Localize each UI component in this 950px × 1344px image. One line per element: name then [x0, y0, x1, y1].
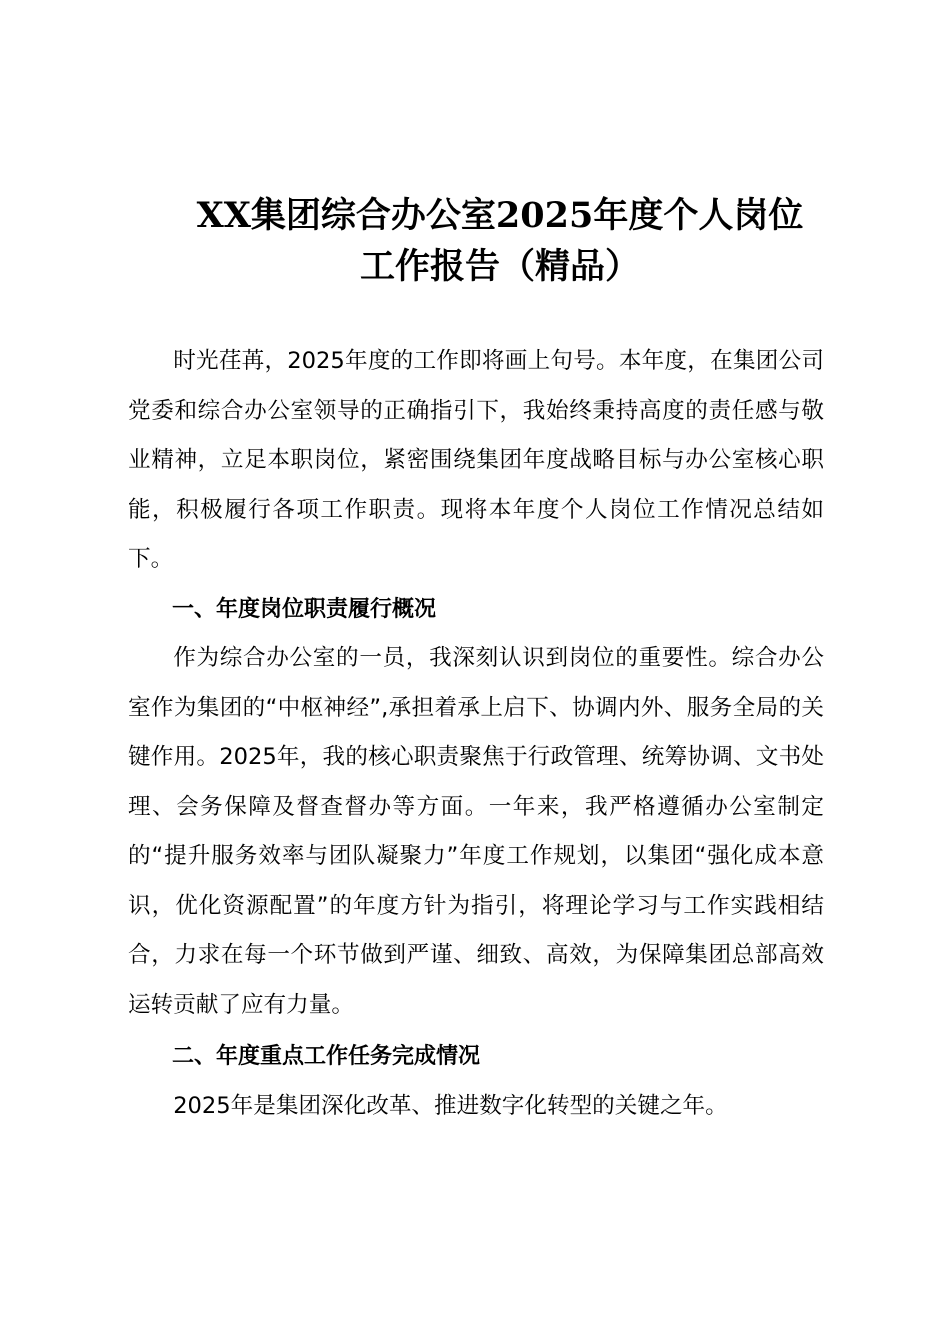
section1-paragraph: 作为综合办公室的一员，我深刻认识到岗位的重要性。综合办公室作为集团的“中枢神经”,承担着承上启下、协调内外、服务全局的关键作用。2025年，我的核心职责聚焦于行政管理、统筹协调、文书处理、会务保障及督查督办等方面。一年来，我严格遵循办公室制定的“提升服务效率与团队凝聚力”年度工作规划，以集团“强化成本意识，优化资源配置”的年度方针为指引，将理论学习与工作实践相结合，力求在每一个环节做到严谨、细致、高效，为保障集团总部高效运转贡献了应有力量。 — [128, 645, 824, 1018]
section1-heading: 一、年度岗位职责履行概况 — [172, 596, 437, 622]
document-title-line1: XX集团综合办公室2025年度个人岗位 — [196, 195, 804, 236]
document-body — [128, 337, 824, 1131]
intro-paragraph: 时光荏苒，2025年度的工作即将画上句号。本年度，在集团公司党委和综合办公室领导的正确指引下，我始终秉持高度的责任感与敬业精神，立足本职岗位，紧密围绕集团年度战略目标与办公室核心职能，积极履行各项工作职责。现将本年度个人岗位工作情况总结如下。 — [128, 348, 824, 572]
section2-heading: 二、年度重点工作任务完成情况 — [172, 1044, 481, 1069]
section2-paragraph: 2025年是集团深化改革、推进数字化转型的关键之年。 — [173, 1092, 728, 1119]
document-title-line2: 工作报告（精品） — [359, 246, 640, 287]
